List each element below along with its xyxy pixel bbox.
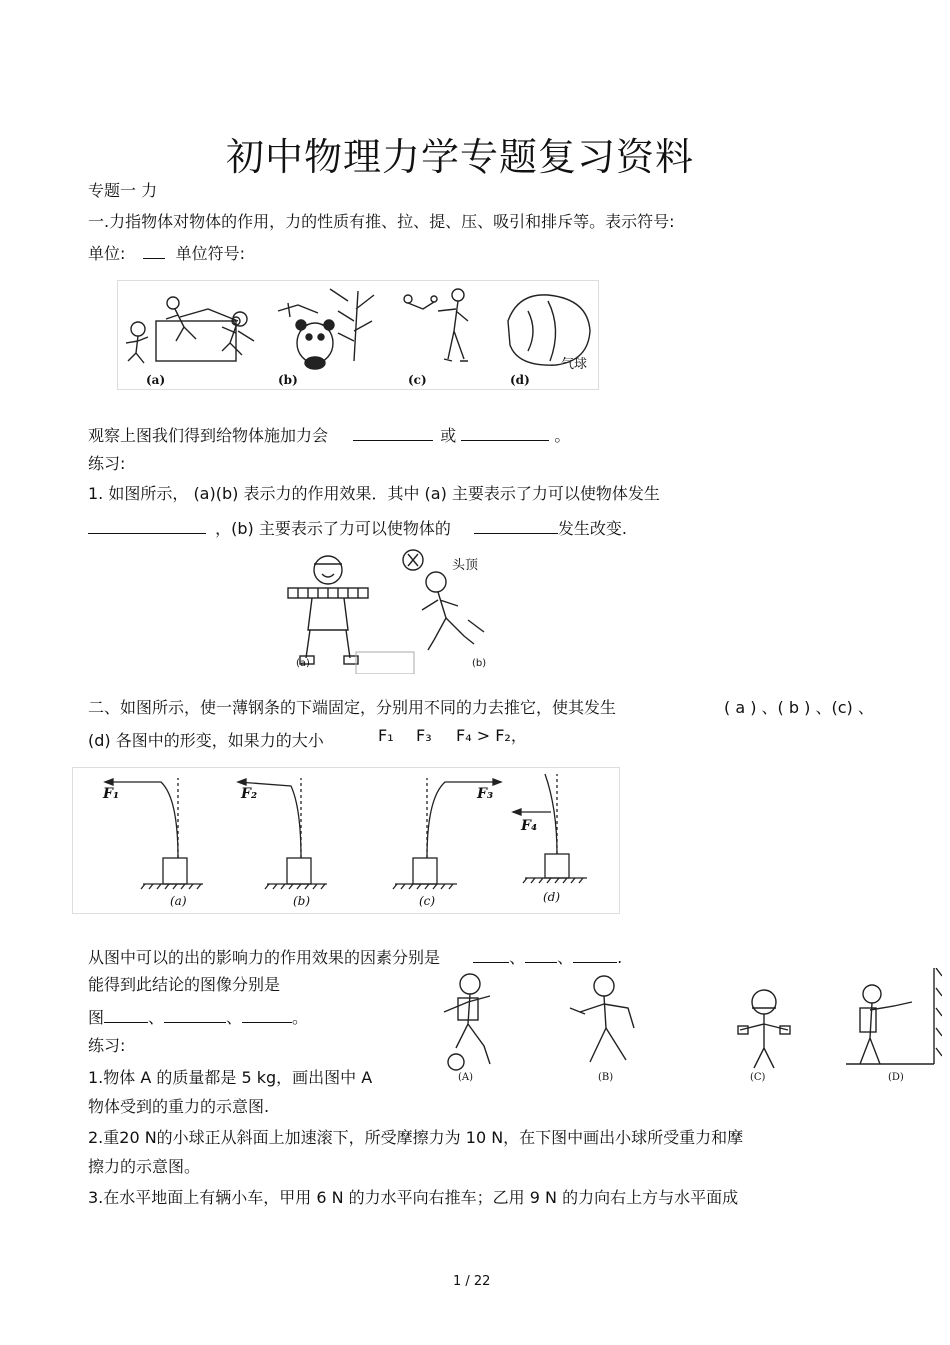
factors-line — [88, 946, 622, 968]
exercise-label: 练习: — [88, 454, 126, 473]
factor-blank-3[interactable] — [573, 946, 617, 963]
kick-ball-illustration — [444, 974, 490, 1070]
exercise-label-2: 练习: — [88, 1036, 126, 1055]
fig1-caption-c: (c) — [408, 373, 427, 387]
fig3-caption-c: (c) — [419, 894, 436, 908]
conclusion-fig-prefix: 图 — [88, 1008, 105, 1027]
question-2-line-1-right: ( a ) 、( b ) 、(c) 、 — [724, 698, 874, 717]
push-cart-illustration — [570, 976, 634, 1062]
factors-sep-1: 、 — [509, 948, 526, 967]
figure-force-actions — [420, 968, 942, 1088]
observe-blank-1[interactable] — [353, 424, 433, 441]
fig1-caption-a: (a) — [146, 373, 166, 387]
observe-or: 或 — [440, 426, 457, 445]
conclusion-sep-1: 、 — [148, 1008, 165, 1027]
force-label-f4: F₄ — [521, 818, 538, 834]
conclusion-sep-2: 、 — [226, 1008, 243, 1027]
factors-end: . — [617, 948, 623, 967]
conclusion-blank-2[interactable] — [164, 1006, 226, 1023]
spring-stretch-illustration — [288, 556, 368, 664]
problem-1-line-2: 物体受到的重力的示意图. — [88, 1097, 270, 1116]
unit-line — [88, 242, 245, 264]
question-1-line-2 — [88, 517, 627, 539]
strip-a — [105, 778, 203, 889]
figure-force-examples — [117, 280, 599, 390]
question-2-line-1: 二、如图所示，使一薄钢条的下端固定，分别用不同的力去推它，使其发生 — [88, 698, 617, 717]
head-label: 头顶 — [452, 558, 479, 573]
figure-force-effects — [268, 540, 504, 674]
page-number: 1 / 22 — [453, 1274, 491, 1289]
fig3-caption-a: (a) — [170, 894, 187, 908]
fig4-caption-a: (A) — [458, 1072, 474, 1083]
panda-bamboo-illustration — [278, 289, 374, 369]
factor-blank-2[interactable] — [525, 946, 557, 963]
conclusion-line-2 — [88, 1006, 308, 1028]
factor-blank-1[interactable] — [473, 946, 509, 963]
figure-steel-strip — [72, 767, 620, 914]
problem-1-line-1: 1.物体 A 的质量都是 5 kg，画出图中 A — [88, 1068, 373, 1087]
question-2-line-2: (d) 各图中的形变，如果力的大小 — [88, 731, 324, 750]
unit-symbol-label: 单位符号: — [175, 244, 245, 263]
balloon-label: 气球 — [561, 357, 588, 372]
fig3-caption-d: (d) — [543, 890, 561, 904]
conclusion-line-1: 能得到此结论的图像分别是 — [88, 975, 281, 994]
force-f4-f2: F₄ > F₂， — [456, 726, 527, 745]
observe-prefix: 观察上图我们得到给物体施加力会 — [88, 426, 329, 445]
fig4-caption-b: (B) — [598, 1072, 614, 1083]
observe-suffix: 。 — [554, 426, 571, 445]
topic-heading: 专题一 力 — [88, 181, 158, 200]
push-wall-illustration — [846, 968, 942, 1064]
page-title: 初中物理力学专题复习资料 — [226, 135, 695, 179]
factors-text: 从图中可以的出的影响力的作用效果的因素分别是 — [88, 948, 441, 967]
fig1-caption-d: (d) — [510, 373, 530, 387]
conclusion-end: 。 — [292, 1008, 309, 1027]
problem-2-line-1: 2.重20 N的小球正从斜面上加速滚下，所受摩擦力为 10 N，在下图中画出小球所受重力和摩 — [88, 1128, 744, 1147]
factors-sep-2: 、 — [557, 948, 574, 967]
player-ball-illustration — [404, 289, 468, 361]
force-label-f1: F₁ — [103, 786, 120, 802]
force-label-f2: F₂ — [241, 786, 258, 802]
fig4-caption-c: (C) — [750, 1072, 766, 1083]
observe-blank-2[interactable] — [461, 424, 549, 441]
q1-blank-1[interactable] — [88, 517, 206, 534]
q1-end-text: 发生改变. — [557, 519, 628, 538]
question-1-line-1: 1. 如图所示， (a)(b) 表示力的作用效果．其中 (a) 主要表示了力可以使物体发生 — [88, 484, 660, 503]
problem-3-line-1: 3.在水平地面上有辆小车，甲用 6 N 的力水平向右推车；乙用 9 N 的力向右上方与水平面成 — [88, 1188, 739, 1207]
fig3-caption-b: (b) — [293, 894, 311, 908]
unit-blank[interactable] — [143, 242, 165, 259]
spring-pull-illustration — [738, 990, 790, 1068]
force-f3: F₃ — [416, 726, 432, 745]
force-label-f3: F₃ — [477, 786, 494, 802]
observe-line — [88, 424, 570, 446]
fig2-caption-a: (a) — [296, 658, 310, 669]
unit-label: 单位: — [88, 244, 126, 263]
q1-blank-2[interactable] — [474, 517, 558, 534]
conclusion-blank-3[interactable] — [242, 1006, 292, 1023]
fig1-caption-b: (b) — [278, 373, 298, 387]
force-f1: F₁ — [378, 726, 394, 745]
q1-mid-text: ，(b) 主要表示了力可以使物体的 — [215, 519, 451, 538]
fig2-caption-b: (b) — [472, 658, 487, 669]
soccer-scene-illustration — [126, 297, 254, 363]
conclusion-blank-1[interactable] — [104, 1006, 148, 1023]
problem-2-line-2: 擦力的示意图。 — [88, 1157, 201, 1176]
fig4-caption-d: (D) — [888, 1072, 904, 1083]
definition-line: 一.力指物体对物体的作用，力的性质有推、拉、提、压、吸引和排斥等。表示符号: — [88, 212, 675, 231]
